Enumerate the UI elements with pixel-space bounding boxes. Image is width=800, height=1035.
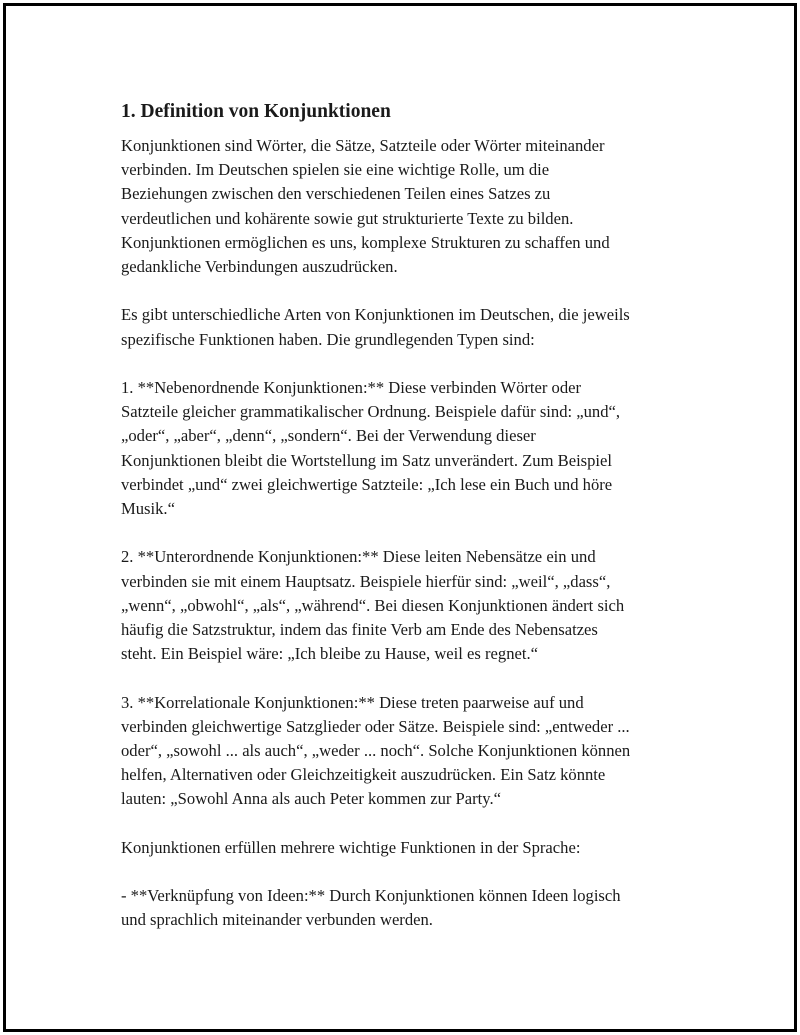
paragraph-coordinating: 1. **Nebenordnende Konjunktionen:** Diese verbinden Wörter oder Satzteile gleicher grammatikalischer Ordnung. Beispiele dafür sind: „und“, „oder“, „aber“, „denn“, „sondern“. Bei der Verwendung dieser Konjunktionen bleibt die Wortstellung im Satz unverändert. Zum Beispiel verbindet „und“ zwei gleichwertige Satzteile: „Ich lese ein Buch und höre Musik.“: [121, 378, 621, 519]
paragraph-correlative: 3. **Korrelationale Konjunktionen:** Diese treten paarweise auf und verbinden gleichwertige Satzglieder oder Sätze. Beispiele sind: „entweder ... oder“, „sowohl ... als auch“, „weder ... noch“. Solche Konjunktionen können helfen, Alternativen oder Gleichzeitigkeit auszudrücken. Ein Satz könnte lauten: „Sowohl Anna als auch Peter kommen zur Party.“: [121, 692, 631, 809]
section-heading: 1. Definition von Konjunktionen: [121, 101, 391, 122]
paragraph-subordinating: 2. **Unterordnende Konjunktionen:** Diese leiten Nebensätze ein und verbinden sie mit einem Hauptsatz. Beispiele hierfür sind: „weil“, „dass“, „wenn“, „obwohl“, „als“, „während“. Bei diesen Konjunktionen ändert sich häufig die Satzstruktur, indem das finite Verb am Ende des Nebensatzes steht. Ein Beispiel wäre: „Ich bleibe zu Hause, weil es regnet.“: [121, 547, 625, 664]
paragraph-types-intro: Es gibt unterschiedliche Arten von Konjunktionen im Deutschen, die jeweils spezifische Funktionen haben. Die grundlegenden Typen sind:: [121, 305, 630, 349]
paragraph-functions-intro: Konjunktionen erfüllen mehrere wichtige Funktionen in der Sprache:: [121, 837, 581, 857]
page-frame: [3, 3, 797, 1032]
paragraph-linking-ideas: - **Verknüpfung von Ideen:** Durch Konjunktionen können Ideen logisch und sprachlich miteinander verbunden werden.: [121, 886, 621, 930]
document-body: [121, 100, 701, 957]
paragraph-definition: Konjunktionen sind Wörter, die Sätze, Satzteile oder Wörter miteinander verbinden. Im Deutschen spielen sie eine wichtige Rolle, um die Beziehungen zwischen den verschiedenen Teilen eines Satzes zu verdeutlichen und kohärente sowie gut strukturierte Texte zu bilden. Konjunktionen ermöglichen es uns, komplexe Strukturen zu schaffen und gedankliche Verbindungen auszudrücken.: [121, 136, 610, 277]
